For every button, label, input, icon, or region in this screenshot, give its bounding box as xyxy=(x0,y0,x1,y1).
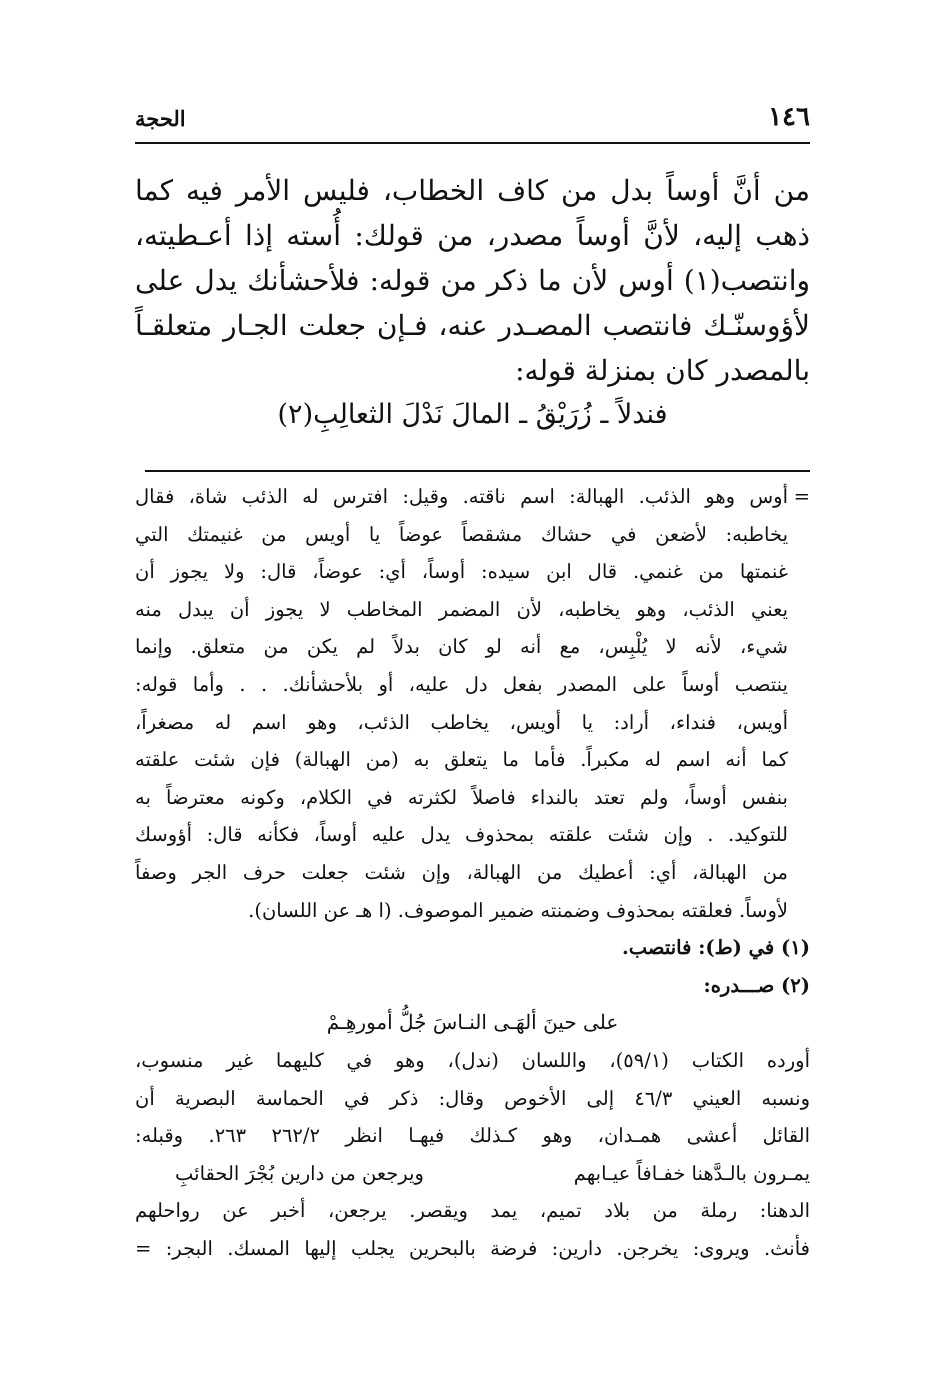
footnote-poem xyxy=(135,1155,810,1193)
footnote-line: شيء، لأنه لا يُلْبِس، مع أنه لو كان بدلاً لم يكن من متعلق. وإنما xyxy=(135,635,788,659)
footnote-line: الدهنا: رملة من بلاد تميم، يمد ويقصر. يرجعن، أخبر عن رواحلهم xyxy=(135,1199,810,1223)
footnote-line: ونسبه العيني ٤٦/٣ إلى الأخوص وقال: ذكر في الحماسة البصرية أن xyxy=(135,1086,810,1110)
footnote-line: من الهبالة، أي: أعطيك من الهبالة، وإن شئت جعلت حرف الجر وصفاً xyxy=(135,860,788,884)
footnote-2-heading: (٢) صـــدره: xyxy=(703,973,810,997)
footnote-line: القائل أعشى همـدان، وهو كـذلك فيهـا انظر ٢٦٢/٢ ٢٦٣. وقبله: xyxy=(135,1124,810,1148)
footnotes xyxy=(135,478,810,1267)
footnote-1: (١) في (ط): فانتصب. xyxy=(622,936,810,960)
page-header xyxy=(135,100,810,140)
footnote-line: بنفس أوساً، ولم تعتد بالنداء فاصلاً لكثرته في الكلام، وكونه معترضاً به xyxy=(135,785,788,809)
footnote-line xyxy=(135,478,810,516)
continuation-mark: = xyxy=(793,485,810,508)
main-line: من أنَّ أوساً بدل من كاف الخطاب، فليس الأمر فيه كما xyxy=(135,174,810,207)
main-line: لأؤوسنّـك فانتصب المصـدر عنه، فـإن جعلت الجـار متعلقـاً xyxy=(135,309,810,342)
footnote-line: أويس، فنداء، أراد: يا أويس، يخاطب الذئب، وهو اسم له مصغراً، xyxy=(135,710,788,734)
footnote-verse: على حينَ ألهَـى النـاسَ جُلُّ أمورهِـمْ xyxy=(326,1010,619,1035)
poem-second-hemistich: ويرجعن من دارين بُجْرَ الحقائبِ xyxy=(175,1161,424,1185)
footnote-line: ينتصب أوساً على المصدر بفعل دل عليه، أو بلأحشأنك. . . وأما قوله: xyxy=(135,672,788,696)
footnote-line: غنمتها من غنمي. قال ابن سيده: أوساً، أي: عوضاً، قال: ولا يجوز أن xyxy=(135,560,788,584)
verse: فندلاً ـ زُرَيْقُ ـ المالَ نَدْلَ الثعالِبِ(٢) xyxy=(277,399,668,430)
main-line: وانتصب(١) أوس لأن ما ذكر من قوله: فلأحشأنك يدل على xyxy=(135,264,810,297)
footnote-separator xyxy=(145,470,810,472)
main-line: بالمصدر كان بمنزلة قوله: xyxy=(515,354,810,387)
main-line: ذهب إليه، لأنَّ أوساً مصدر، من قولك: أُسته إذا أعـطيته، xyxy=(135,219,810,252)
poem-first-hemistich: يمـرون بالـدَّهنا خفـافاً عيـابهم xyxy=(573,1161,810,1185)
footnote-line: كما أنه اسم له مكبراً. فأما ما يتعلق به (من الهبالة) فإن شئت علقته xyxy=(135,748,788,772)
footnote-line: للتوكيد. . وإن شئت علقته بمحذوف يدل عليه أوساً، فكأنه قال: أؤوسك xyxy=(135,823,788,847)
footnote-line-text: أوس وهو الذئب. الهبالة: اسم ناقته. وقيل: افترس له الذئب شاة، فقال xyxy=(135,485,788,508)
page-number: ١٤٦ xyxy=(768,102,810,132)
running-title: الحجة xyxy=(135,106,186,131)
footnote-line: يعني الذئب، وهو يخاطبه، لأن المضمر المخاطب لا يجوز أن يبدل منه xyxy=(135,597,788,621)
header-rule xyxy=(135,142,810,144)
footnote-line: فأنث. ويروى: يخرجن. دارين: فرضة بالبحرين يجلب إليها المسك. البجر: = xyxy=(135,1236,810,1260)
main-text xyxy=(135,168,810,437)
footnote-line: أورده الكتاب (٥٩/١)، واللسان (ندل)، وهو في كليهما غير منسوب، xyxy=(135,1048,810,1072)
footnote-line: لأوساً. فعلقته بمحذوف وضمنته ضمير الموصوف. (ا هـ عن اللسان). xyxy=(248,898,788,922)
footnote-line: يخاطبه: لأضعن في حشاك مشقصاً عوضاً يا أويس من غنيمتك التي xyxy=(135,522,788,546)
